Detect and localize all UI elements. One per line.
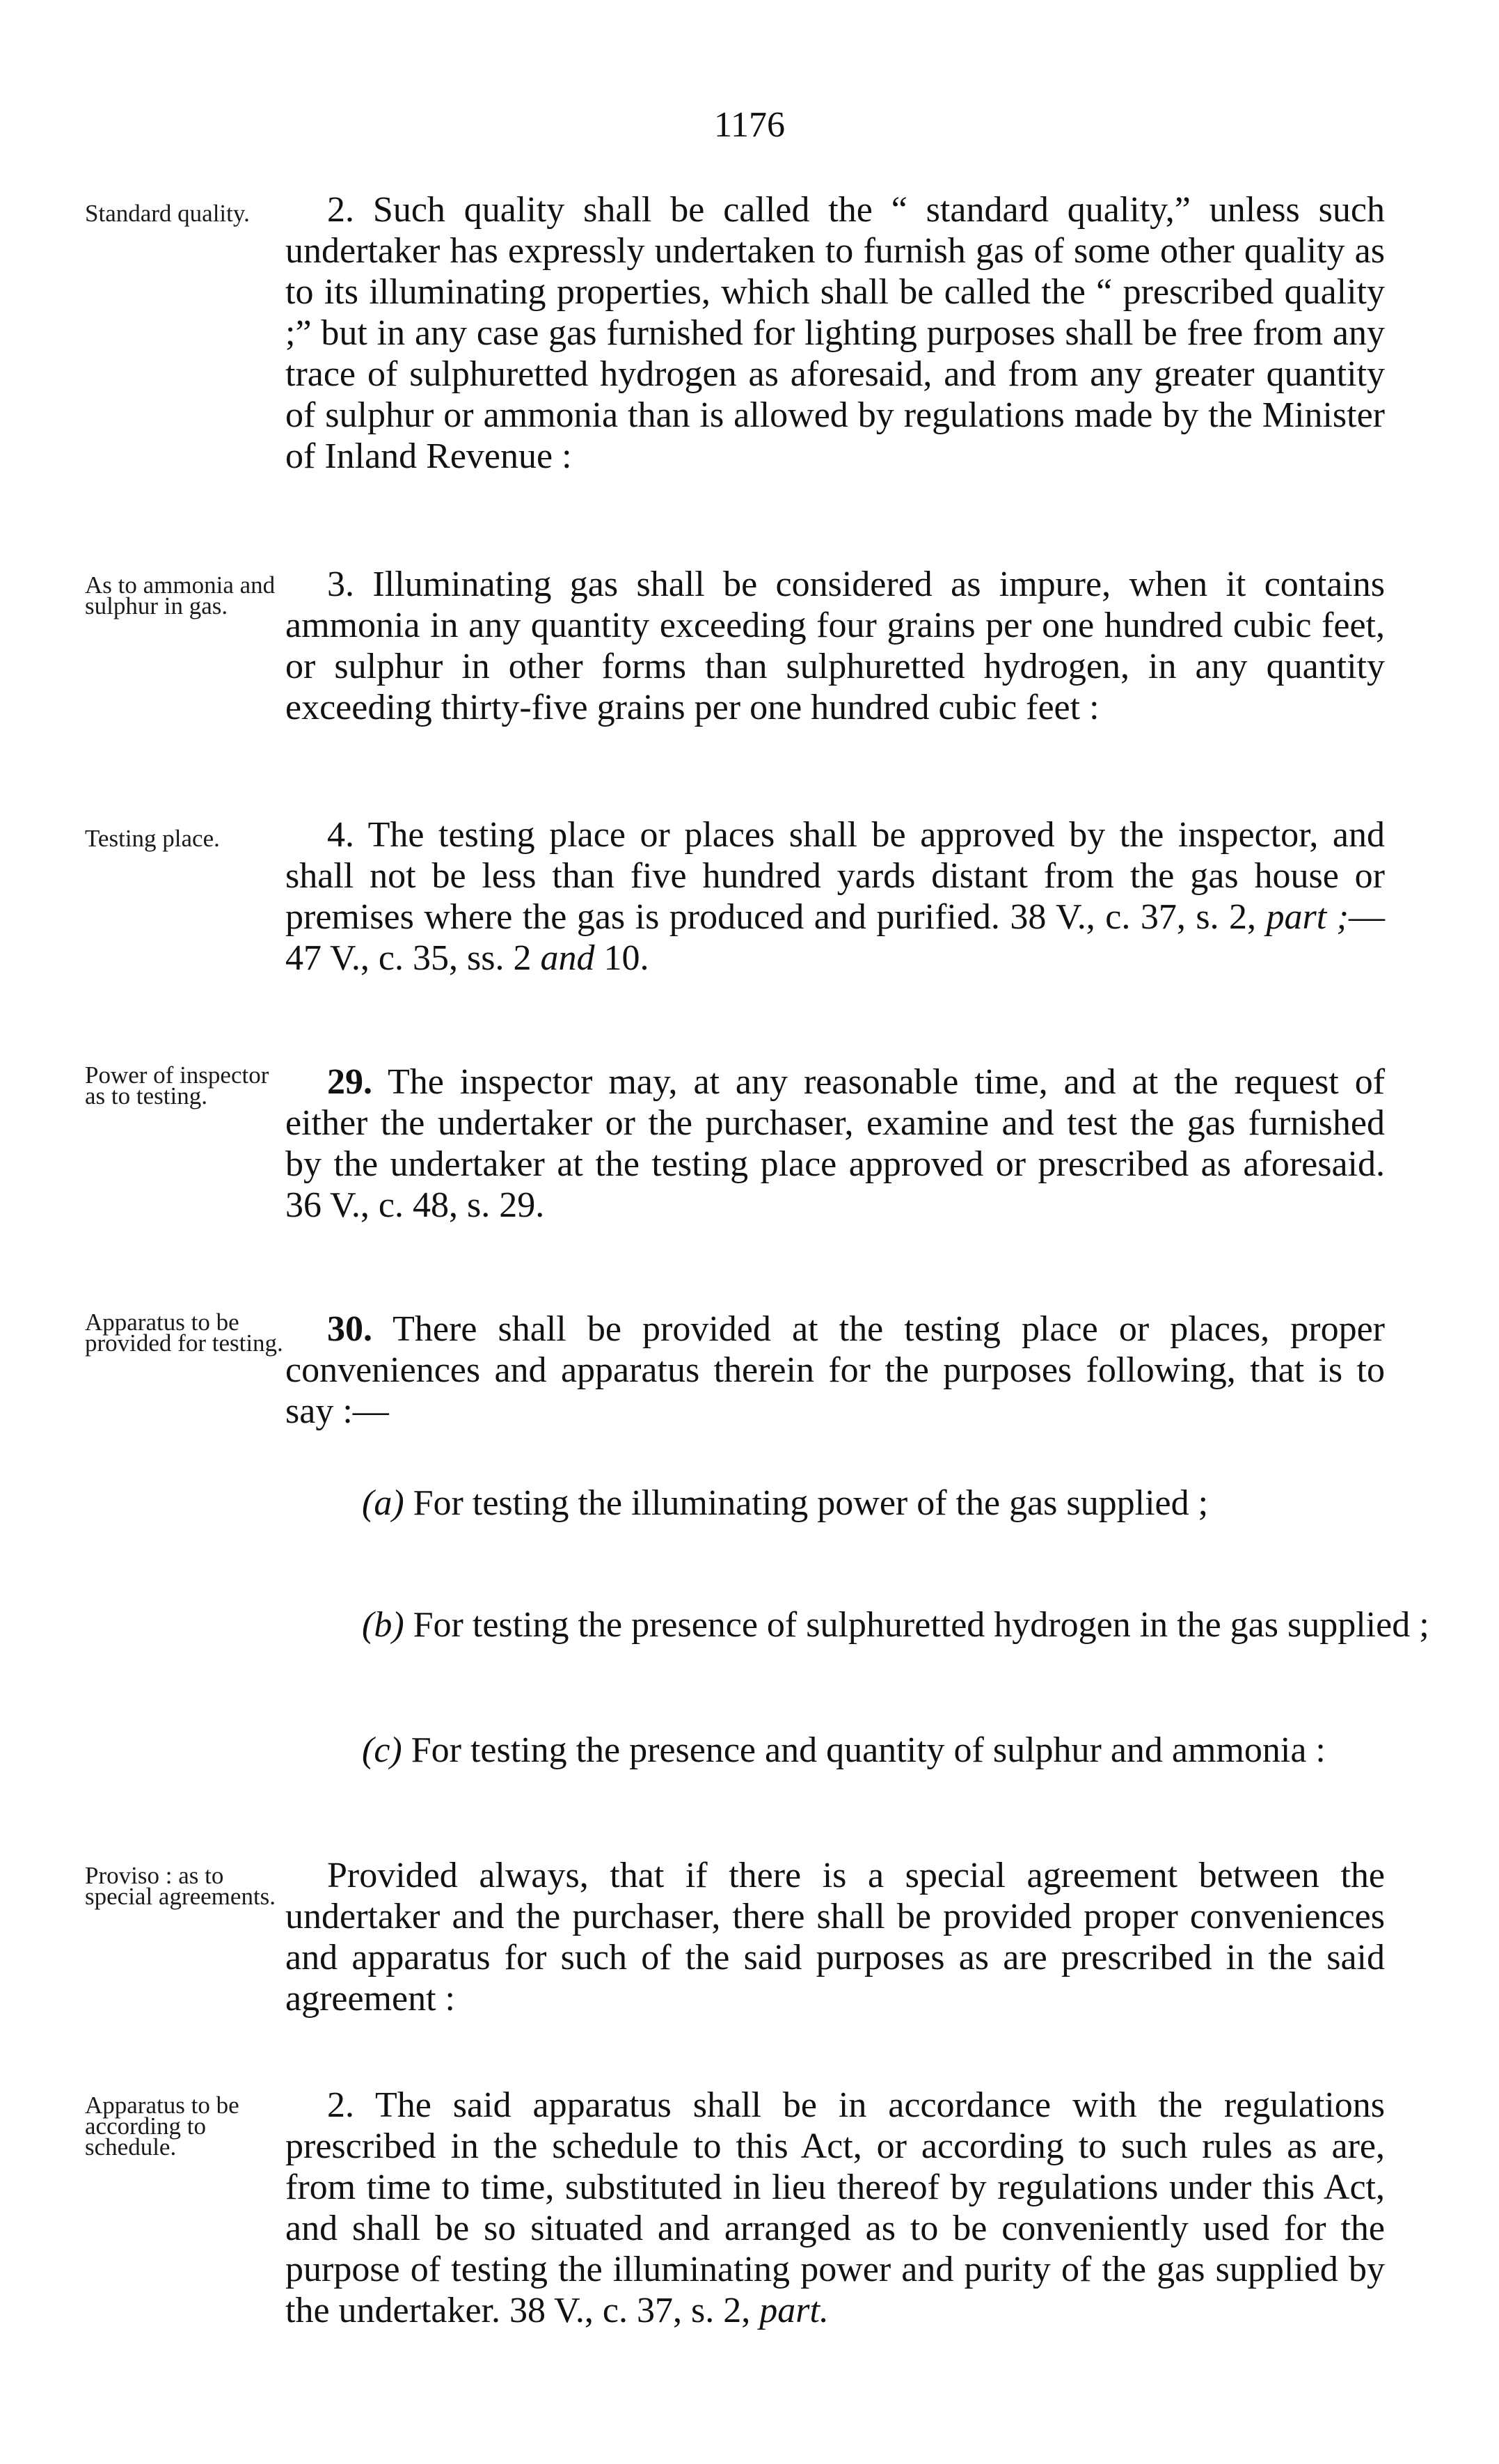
testing-place-italic-part: part ; [1266,897,1349,937]
list-item-c-label: (c) [362,1730,402,1770]
margin-note-power-of-inspector: Power of inspector as to testing. [85,1061,269,1109]
margin-note-ammonia-sulphur: As to ammonia and sulphur in gas. [85,571,276,619]
list-item-a-text: For testing the illuminating power of the gas supplied ; [413,1483,1209,1523]
apparatus-schedule-text: 2. The said apparatus shall be in accordance with the regulations prescribed in the schedule to this Act, or according to such rules as are, from time to time, substituted in lieu thereof by regulations under this Act, and shall be so situated and arranged as to be conveniently used for the purpose of testing the illuminating power and purity of the gas supplied by the undertaker. 38 V., c. 37, s. 2, [285,2085,1385,2330]
paragraph-section-29 [285,1061,1385,1226]
margin-note-apparatus-schedule: Apparatus to be according to schedule. [85,2092,239,2161]
section-29-text: The inspector may, at any reasonable time, and at the request of either the undertaker or the purchaser, examine and test the gas furnished by the undertaker at the testing place approved or prescribed as aforesaid. 36 V., c. 48, s. 29. [285,1062,1386,1225]
testing-place-text-1: 4. The testing place or places shall be approved by the inspector, and shall not be less than five hundred yards distant from the gas house or premises where the gas is produced and purified. 38 V., c. 37, s. 2, [285,815,1385,937]
paragraph-testing-place [285,814,1385,979]
margin-note-proviso: Proviso : as to special agreements. [85,1862,276,1910]
paragraph-ammonia-sulphur: 3. Illuminating gas shall be considered as impure, when it contains ammonia in any quantity exceeding four grains per one hundred cubic feet, or sulphur in other forms than sulphuretted hydrogen, in any quantity exceeding thirty-five grains per one hundred cubic feet : [285,564,1385,727]
section-number-29: 29. [327,1062,372,1102]
section-number-30: 30. [327,1309,372,1349]
list-item-a-label: (a) [362,1483,404,1523]
margin-note-testing-place: Testing place. [85,825,220,852]
paragraph-proviso: Provided always, that if there is a special agreement between the undertaker and the purchaser, there shall be provided proper conveniences and apparatus for such of the said purposes as are prescribed in the said agreement : [285,1856,1385,2019]
list-item-a [362,1483,1451,1524]
paragraph-apparatus-schedule [285,2085,1385,2331]
apparatus-schedule-italic-part: part. [759,2291,829,2330]
list-item-c-text: For testing the presence and quantity of sulphur and ammonia : [411,1730,1326,1770]
testing-place-text-2: —47 V., c. 35, ss. 2 [285,897,1385,978]
list-item-b-label: (b) [362,1605,404,1645]
section-30-text: There shall be provided at the testing place or places, proper conveniences and apparatus therein for the purposes following, that is to say :— [285,1309,1385,1431]
page-number: 1176 [713,105,786,145]
paragraph-standard-quality: 2. Such quality shall be called the “ standard quality,” unless such undertaker has expressly undertaken to furnish gas of some other quality as to its illuminating properties, which shall be called the “ prescribed quality ;” but in any case gas furnished for lighting purposes shall be free from any trace of sulphuretted hydrogen as aforesaid, and from any greater quantity of sulphur or ammonia than is allowed by regulations made by the Minister of Inland Revenue : [285,190,1385,476]
list-item-b-text: For testing the presence of sulphuretted hydrogen in the gas supplied ; [413,1605,1429,1645]
list-item-c [362,1730,1451,1771]
list-item-b [362,1604,1451,1645]
margin-note-apparatus-provided: Apparatus to be provided for testing. [85,1309,283,1357]
testing-place-text-3: 10. [594,938,649,978]
margin-note-standard-quality: Standard quality. [85,200,250,227]
testing-place-italic-and: and [540,938,595,978]
paragraph-section-30 [285,1309,1385,1432]
